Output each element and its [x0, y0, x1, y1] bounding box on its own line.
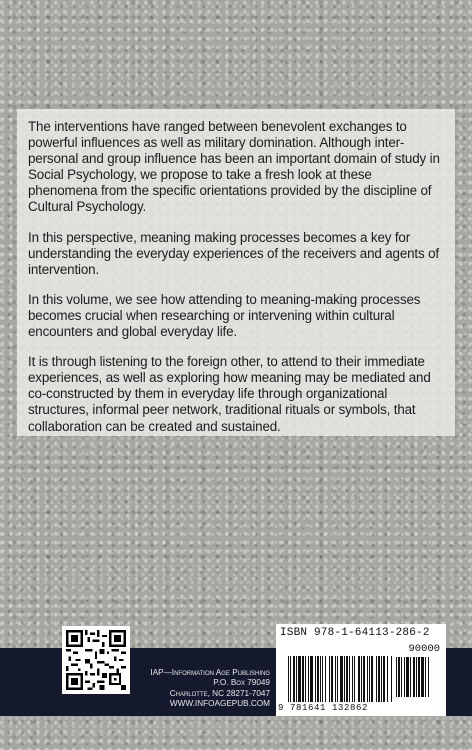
barcode-bar [425, 657, 426, 697]
barcode-bar [371, 656, 373, 702]
barcode-bar [421, 657, 424, 697]
barcode-bar [317, 656, 319, 702]
barcode-addon-icon [396, 657, 440, 697]
barcode-bar [335, 656, 336, 702]
barcode-bar [363, 656, 365, 702]
blurb-panel [17, 109, 455, 436]
barcode-bar [401, 657, 402, 697]
barcode-bar [387, 656, 388, 702]
barcode-bar [346, 656, 348, 702]
barcode-bar [383, 656, 385, 702]
barcode-bar [349, 656, 350, 702]
publisher-po-box: P.O. Box 79049 [213, 678, 270, 688]
barcode-bar [367, 656, 368, 702]
barcode-bar [308, 656, 309, 702]
ean-digits: 9 781641 132862 [278, 703, 369, 713]
barcode-bar [416, 657, 417, 697]
isbn-text: ISBN 978-1-64113-286-2 [280, 627, 430, 639]
publisher-name: IAP—Information Age Publishing [150, 668, 270, 677]
blurb-paragraph-2: In this perspective, meaning making processes becomes a key for understanding the everyday experiences of the receivers and agents of intervention. [28, 229, 439, 277]
barcode-bar [325, 656, 326, 702]
barcode-bar [404, 657, 405, 697]
barcode-bar [329, 656, 330, 702]
barcode-bar [413, 657, 415, 697]
barcode-bar [358, 656, 360, 702]
barcode-bar [290, 656, 291, 702]
publisher-block [142, 668, 270, 710]
barcode-bar [381, 656, 382, 702]
blurb-paragraph-3: In this volume, we see how attending to meaning-making processes becomes crucial when researching or intervening within cultural encounters and global everyday life. [28, 291, 421, 340]
barcode-bar [361, 656, 362, 702]
barcode-bar [352, 656, 353, 702]
barcode-bar [302, 656, 304, 702]
barcode-bar [391, 656, 392, 702]
barcode-bar [369, 656, 370, 702]
barcode-bar [322, 656, 323, 702]
barcode-bar [378, 656, 380, 702]
barcode-bar [396, 657, 397, 697]
barcode-bar [376, 656, 377, 702]
barcode-bar [398, 657, 400, 697]
barcode-bar [418, 657, 420, 697]
barcode-bar [331, 656, 333, 702]
barcode-bar [410, 657, 411, 697]
blurb-paragraph-4: It is through listening to the foreign other, to attend to their immediate experiences, as well as exploring how meaning may be mediated and co-constructed by them in everyday life through organizational structures, informal peer network, traditional rituals or symbols, that collaboration can be created and sustained. [28, 354, 431, 434]
publisher-website: WWW.INFOAGEPUB.COM [169, 699, 270, 709]
barcode-bar [428, 657, 429, 697]
barcode-bar [288, 656, 289, 702]
barcode-icon [288, 656, 392, 702]
barcode-bar [315, 656, 316, 702]
barcode-area [276, 624, 446, 716]
barcode-bar [340, 656, 343, 702]
barcode-bar [406, 657, 409, 697]
barcode-bar [293, 656, 295, 702]
price-code: 90000 [408, 643, 440, 655]
qr-code-icon [62, 626, 130, 694]
barcode-bar [296, 656, 297, 702]
barcode-bar [298, 656, 301, 702]
barcode-bar [354, 656, 355, 702]
barcode-bar [337, 656, 338, 702]
barcode-bar [305, 656, 306, 702]
blurb-paragraph-1: The interventions have ranged between benevolent exchanges to powerful influences as well as military domination. Although inter-personal and group influence has been an important domain of study in Social Psychology, we propose to take a fresh look at these phenomena from the specific orientations provided by the discipline of Cultural Psychology. [28, 119, 440, 215]
barcode-bar [320, 656, 321, 702]
barcode-bar [310, 656, 313, 702]
barcode-bar [344, 656, 345, 702]
publisher-city: Charlotte, NC 28271-7047 [169, 688, 270, 698]
